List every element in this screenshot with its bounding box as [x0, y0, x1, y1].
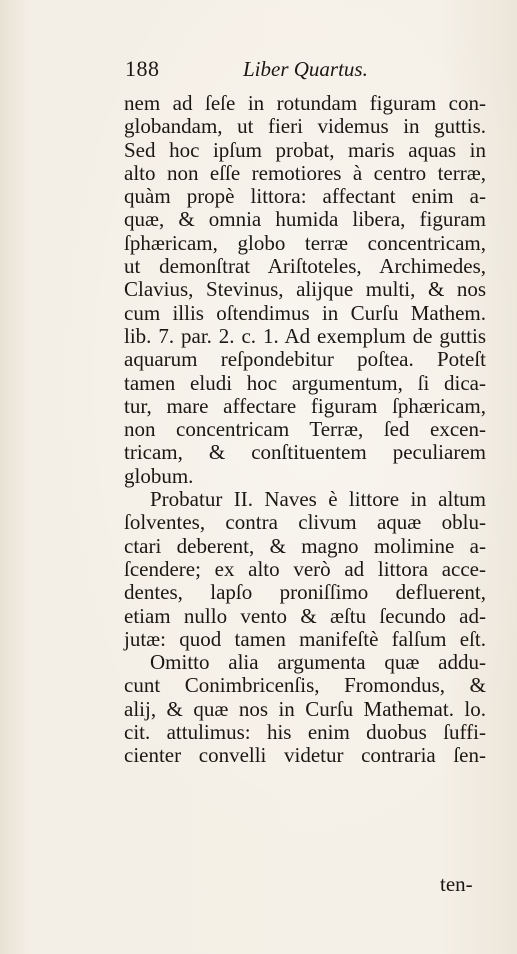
text-line: quæ, & omnia humida libera, figuram — [124, 207, 486, 232]
text-line: Sed hoc ipſum probat, maris aquas in — [124, 137, 486, 162]
text-line: alto non eſſe remotiores à centro terræ, — [124, 160, 486, 185]
text-line: jutæ: quod tamen manifeſtè falſum eſt. — [124, 626, 486, 651]
text-line: tricam, & conſtituentem peculiarem — [124, 440, 486, 465]
text-line: cunt Conimbricenſis, Fromondus, & — [124, 673, 486, 698]
text-line: globum. — [124, 463, 194, 488]
text-line: Clavius, Stevinus, alijque multi, & nos — [124, 277, 486, 302]
text-line: ſphæricam, globo terræ concentricam, — [124, 230, 486, 255]
text-line: dentes, lapſo proniſſimo defluerent, — [124, 580, 486, 605]
text-line: aquarum reſpondebitur poſtea. Poteſt — [124, 347, 486, 372]
text-line: Omitto alia argumenta quæ addu- — [150, 650, 486, 675]
text-line: cum illis oſtendimus in Curſu Mathem. — [124, 300, 486, 325]
text-line: globandam, ut fieri videmus in guttis. — [124, 114, 486, 139]
text-line: non concentricam Terræ, ſed excen- — [124, 417, 486, 442]
text-line: alij, & quæ nos in Curſu Mathemat. lo. — [124, 696, 486, 721]
page-number: 188 — [125, 56, 160, 81]
running-head: Liber Quartus. — [243, 57, 368, 81]
body-text — [124, 92, 486, 768]
text-line: Probatur II. Naves è littore in altum — [150, 487, 486, 512]
text-line: nem ad ſeſe in rotundam figuram con- — [124, 91, 486, 115]
catchword: ten- — [440, 872, 473, 896]
text-line: tur, mare affectare figuram ſphæricam, — [124, 393, 486, 418]
text-line: quàm propè littora: affectant enim a- — [124, 184, 486, 209]
text-line: ut demonſtrat Ariſtoteles, Archimedes, — [124, 254, 486, 279]
text-line: lib. 7. par. 2. c. 1. Ad exemplum de guttis — [124, 323, 486, 348]
page-header — [125, 56, 485, 86]
text-line: ſolventes, contra clivum aquæ oblu- — [124, 510, 486, 535]
text-line: ctari deberent, & magno molimine a- — [124, 533, 486, 558]
text-line: ſcendere; ex alto verò ad littora acce- — [124, 556, 486, 581]
text-line: cienter convelli videtur contraria ſen- — [124, 743, 486, 768]
text-line: tamen eludi hoc argumentum, ſi dica- — [124, 370, 486, 395]
text-line: cit. attulimus: his enim duobus ſuffi- — [124, 720, 486, 745]
text-line: etiam nullo vento & æſtu ſecundo ad- — [124, 603, 486, 628]
